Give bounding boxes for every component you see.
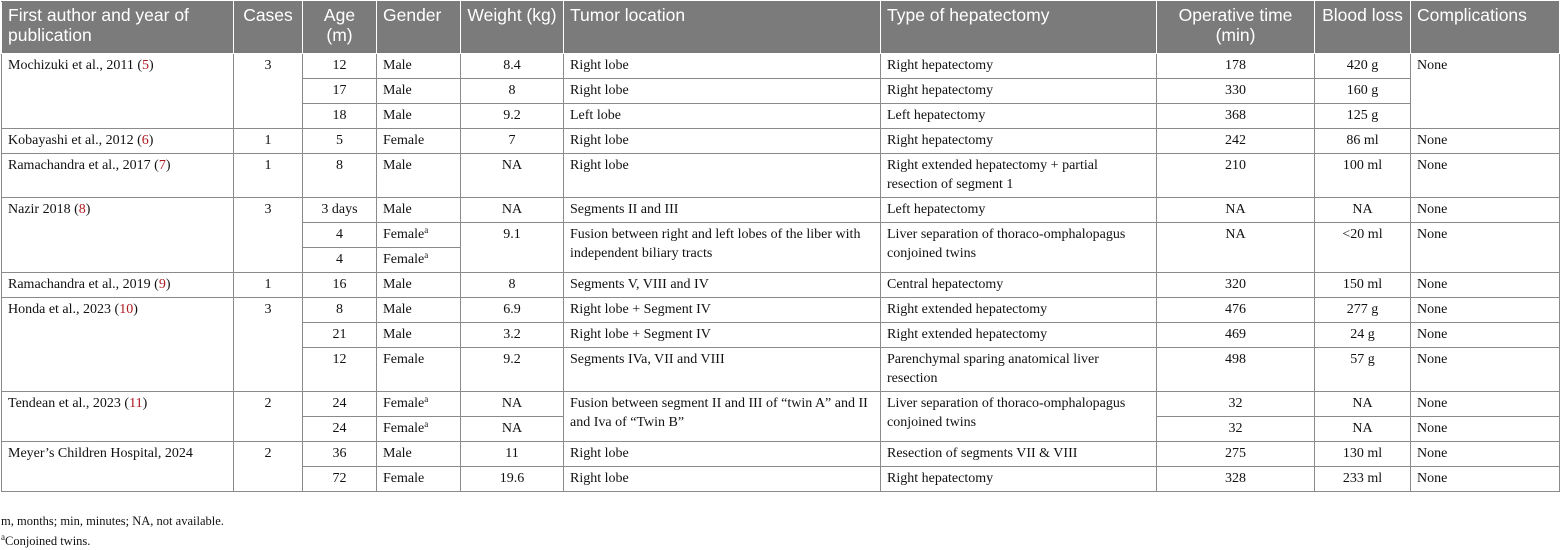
- cell-gender: Male: [377, 273, 461, 298]
- cell-location: Segments II and III: [564, 198, 881, 223]
- cell-complications: None: [1411, 223, 1560, 273]
- cell-gender: Male: [377, 198, 461, 223]
- cell-blood: 233 ml: [1315, 467, 1411, 492]
- header-location: Tumor location: [564, 2, 881, 54]
- cell-type: Right extended hepatectomy: [881, 323, 1157, 348]
- cell-weight: NA: [461, 417, 564, 442]
- cell-age: 17: [303, 79, 377, 104]
- study-author: Mochizuki et al., 2011 (5): [2, 54, 234, 129]
- cell-blood: NA: [1315, 417, 1411, 442]
- cell-location: Right lobe: [564, 79, 881, 104]
- cell-gender: Male: [377, 298, 461, 323]
- study-author: Meyer’s Children Hospital, 2024: [2, 442, 234, 492]
- cell-age: 24: [303, 392, 377, 417]
- cell-type: Right hepatectomy: [881, 129, 1157, 154]
- cell-time: 476: [1157, 298, 1315, 323]
- cell-location: Right lobe + Segment IV: [564, 323, 881, 348]
- table-row: [2, 392, 1560, 417]
- cell-weight: 9.1: [461, 223, 564, 273]
- cell-time: 330: [1157, 79, 1315, 104]
- table-row: [2, 129, 1560, 154]
- footnote-conjoined: $^a$Conjoined twins.: [1, 532, 91, 548]
- cell-complications: None: [1411, 198, 1560, 223]
- cell-gender: Male: [377, 79, 461, 104]
- cell-blood: 57 g: [1315, 348, 1411, 392]
- cell-complications: None: [1411, 392, 1560, 417]
- cell-time: 242: [1157, 129, 1315, 154]
- cell-time: 178: [1157, 54, 1315, 79]
- cell-weight: NA: [461, 154, 564, 198]
- study-cases: 3: [234, 298, 303, 392]
- cell-gender: Female$^a$: [377, 248, 461, 273]
- cell-time: NA: [1157, 198, 1315, 223]
- cell-gender: Male: [377, 154, 461, 198]
- cell-gender: Female$^a$: [377, 392, 461, 417]
- study-cases: 2: [234, 442, 303, 492]
- cell-type: Right extended hepatectomy + partial resection of segment 1: [881, 154, 1157, 198]
- cell-age: 16: [303, 273, 377, 298]
- cell-weight: 7: [461, 129, 564, 154]
- cell-gender: Female$^a$: [377, 223, 461, 248]
- cell-time: 498: [1157, 348, 1315, 392]
- study-author: Tendean et al., 2023 (11): [2, 392, 234, 442]
- cell-location: Segments IVa, VII and VIII: [564, 348, 881, 392]
- cell-blood: 160 g: [1315, 79, 1411, 104]
- cell-blood: 150 ml: [1315, 273, 1411, 298]
- cell-gender: Male: [377, 442, 461, 467]
- cell-location: Right lobe: [564, 129, 881, 154]
- cell-complications: None: [1411, 154, 1560, 198]
- study-cases: 1: [234, 154, 303, 198]
- cell-time: NA: [1157, 223, 1315, 273]
- cell-gender: Male: [377, 104, 461, 129]
- cell-type: Resection of segments VII & VIII: [881, 442, 1157, 467]
- cell-weight: 8: [461, 79, 564, 104]
- cell-weight: 6.9: [461, 298, 564, 323]
- study-author: Ramachandra et al., 2017 (7): [2, 154, 234, 198]
- cell-age: 8: [303, 298, 377, 323]
- header-time: Operative time (min): [1157, 2, 1315, 54]
- cell-age: 4: [303, 223, 377, 248]
- cell-blood: NA: [1315, 392, 1411, 417]
- study-author: Kobayashi et al., 2012 (6): [2, 129, 234, 154]
- cell-age: 18: [303, 104, 377, 129]
- footnote-abbreviations: m, months; min, minutes; NA, not available.: [1, 514, 224, 528]
- cell-blood: NA: [1315, 198, 1411, 223]
- cell-gender: Female: [377, 467, 461, 492]
- cell-blood: 86 ml: [1315, 129, 1411, 154]
- study-author: Honda et al., 2023 (10): [2, 298, 234, 392]
- header-blood: Blood loss: [1315, 2, 1411, 54]
- cell-blood: 420 g: [1315, 54, 1411, 79]
- table-row: [2, 154, 1560, 198]
- cell-blood: 130 ml: [1315, 442, 1411, 467]
- cell-complications: None: [1411, 273, 1560, 298]
- header-type: Type of hepatectomy: [881, 2, 1157, 54]
- cell-time: 275: [1157, 442, 1315, 467]
- cell-weight: NA: [461, 392, 564, 417]
- cell-type: Right hepatectomy: [881, 79, 1157, 104]
- table-row: [2, 54, 1560, 79]
- cell-age: 12: [303, 54, 377, 79]
- cell-location: Right lobe: [564, 467, 881, 492]
- study-cases: 1: [234, 129, 303, 154]
- cell-type: Liver separation of thoraco-omphalopagus conjoined twins: [881, 223, 1157, 273]
- cell-gender: Female: [377, 129, 461, 154]
- cell-age: 4: [303, 248, 377, 273]
- cell-gender: Male: [377, 323, 461, 348]
- cell-type: Right extended hepatectomy: [881, 298, 1157, 323]
- table-row: [2, 298, 1560, 323]
- study-cases: 3: [234, 198, 303, 273]
- table-row: [2, 442, 1560, 467]
- cell-blood: 100 ml: [1315, 154, 1411, 198]
- cell-time: 320: [1157, 273, 1315, 298]
- cell-age: 72: [303, 467, 377, 492]
- cell-weight: 9.2: [461, 104, 564, 129]
- cell-gender: Male: [377, 54, 461, 79]
- header-complications: Complications: [1411, 2, 1560, 54]
- cell-blood: 125 g: [1315, 104, 1411, 129]
- cell-weight: 8: [461, 273, 564, 298]
- cell-weight: NA: [461, 198, 564, 223]
- header-author: First author and year of publication: [2, 2, 234, 54]
- cell-type: Parenchymal sparing anatomical liver resection: [881, 348, 1157, 392]
- cell-time: 210: [1157, 154, 1315, 198]
- cell-weight: 19.6: [461, 467, 564, 492]
- cell-location: Right lobe: [564, 154, 881, 198]
- cell-complications: None: [1411, 54, 1560, 129]
- cell-time: 32: [1157, 392, 1315, 417]
- header-age: Age (m): [303, 2, 377, 54]
- cell-time: 469: [1157, 323, 1315, 348]
- header-cases: Cases: [234, 2, 303, 54]
- header-row: [2, 2, 1560, 54]
- study-author: Ramachandra et al., 2019 (9): [2, 273, 234, 298]
- cell-complications: None: [1411, 442, 1560, 467]
- cell-age: 8: [303, 154, 377, 198]
- cell-location: Right lobe + Segment IV: [564, 298, 881, 323]
- cell-location: Segments V, VIII and IV: [564, 273, 881, 298]
- cell-weight: 9.2: [461, 348, 564, 392]
- header-weight: Weight (kg): [461, 2, 564, 54]
- data-table: [1, 1, 1560, 492]
- cell-type: Right hepatectomy: [881, 467, 1157, 492]
- cell-complications: None: [1411, 417, 1560, 442]
- cell-complications: None: [1411, 323, 1560, 348]
- cell-location: Fusion between right and left lobes of the liber with independent biliary tracts: [564, 223, 881, 273]
- cell-type: Liver separation of thoraco-omphalopagus conjoined twins: [881, 392, 1157, 442]
- cell-complications: None: [1411, 298, 1560, 323]
- table-row: [2, 198, 1560, 223]
- cell-type: Central hepatectomy: [881, 273, 1157, 298]
- cell-age: 12: [303, 348, 377, 392]
- cell-age: 3 days: [303, 198, 377, 223]
- cell-blood: 24 g: [1315, 323, 1411, 348]
- cell-weight: 8.4: [461, 54, 564, 79]
- cell-blood: <20 ml: [1315, 223, 1411, 273]
- cell-location: Fusion between segment II and III of “twin A” and II and Iva of “Twin B”: [564, 392, 881, 442]
- cell-blood: 277 g: [1315, 298, 1411, 323]
- study-author: Nazir 2018 (8): [2, 198, 234, 273]
- cell-weight: 11: [461, 442, 564, 467]
- cell-gender: Female: [377, 348, 461, 392]
- cell-time: 368: [1157, 104, 1315, 129]
- header-gender: Gender: [377, 2, 461, 54]
- cell-type: Left hepatectomy: [881, 198, 1157, 223]
- cell-time: 32: [1157, 417, 1315, 442]
- cell-complications: None: [1411, 467, 1560, 492]
- cell-time: 328: [1157, 467, 1315, 492]
- cell-type: Left hepatectomy: [881, 104, 1157, 129]
- cell-age: 5: [303, 129, 377, 154]
- study-cases: 3: [234, 54, 303, 129]
- cell-weight: 3.2: [461, 323, 564, 348]
- cell-type: Right hepatectomy: [881, 54, 1157, 79]
- cell-age: 36: [303, 442, 377, 467]
- table-row: [2, 273, 1560, 298]
- cell-location: Right lobe: [564, 54, 881, 79]
- cell-gender: Female$^a$: [377, 417, 461, 442]
- cell-age: 21: [303, 323, 377, 348]
- study-cases: 2: [234, 392, 303, 442]
- study-cases: 1: [234, 273, 303, 298]
- cell-age: 24: [303, 417, 377, 442]
- cell-complications: None: [1411, 348, 1560, 392]
- cell-location: Left lobe: [564, 104, 881, 129]
- cell-location: Right lobe: [564, 442, 881, 467]
- cell-complications: None: [1411, 129, 1560, 154]
